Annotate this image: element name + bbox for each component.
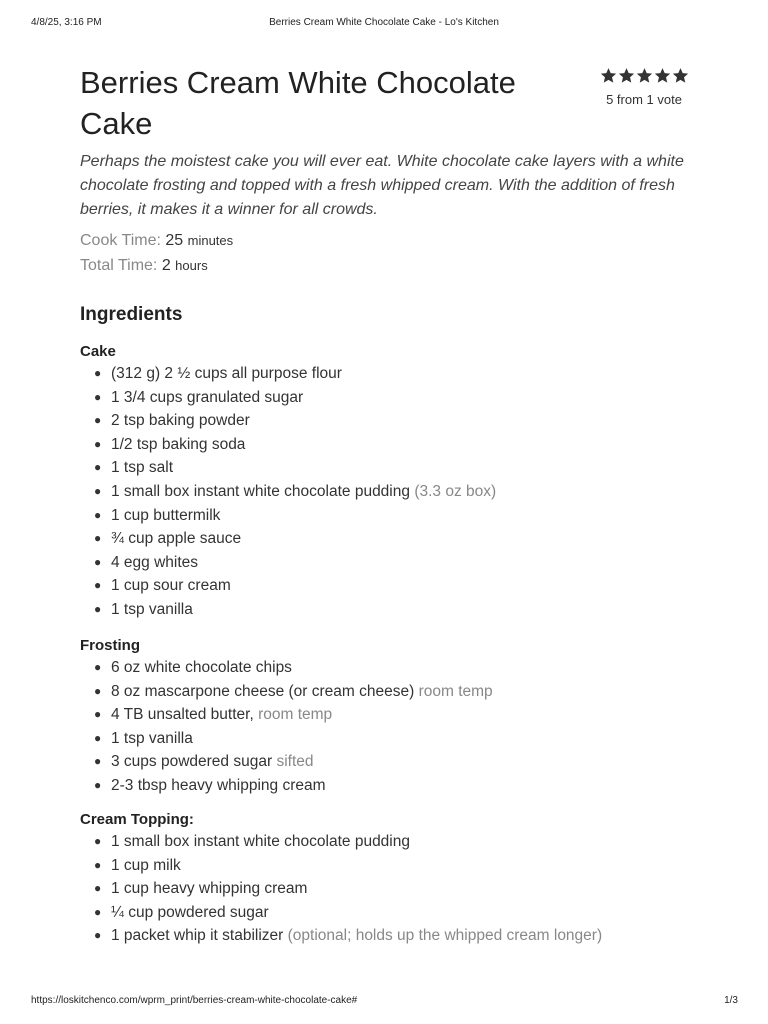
bullet-icon: ● [94, 904, 102, 919]
ingredient-text: 1 small box instant white chocolate pudding [111, 833, 410, 850]
ingredient-text: 4 TB unsalted butter, [111, 706, 254, 724]
ingredient-text: 2 tsp baking powder [111, 412, 250, 430]
ingredient-item [80, 409, 496, 433]
ingredient-text: 1 tsp salt [111, 459, 174, 477]
star-icon[interactable] [618, 67, 635, 84]
recipe-title: Berries Cream White Chocolate Cake [80, 65, 516, 141]
cook-time-label: Cook Time: [80, 232, 161, 249]
total-time-unit: hours [175, 258, 208, 273]
ingredient-text: 1 cup heavy whipping cream [111, 880, 308, 898]
bullet-icon: ● [94, 881, 102, 896]
print-url: https://loskitchenco.com/wprm_print/berries-cream-white-chocolate-cake# [31, 995, 358, 1006]
rating-text: 5 from 1 vote [606, 92, 682, 107]
bullet-icon: ● [94, 707, 102, 722]
ingredient-text: 1 tsp vanilla [111, 729, 193, 747]
total-time-value: 2 [161, 257, 171, 274]
ingredient-note: (optional; holds up the whipped cream longer) [287, 927, 603, 945]
ingredient-text: 1 cup milk [111, 856, 181, 874]
bullet-icon: ● [94, 777, 102, 792]
bullet-icon: ● [94, 601, 102, 616]
bullet-icon: ● [94, 531, 102, 546]
ingredient-note: sifted [276, 753, 314, 771]
ingredient-text: 3 cups powdered sugar [111, 753, 273, 771]
ingredient-item [80, 703, 493, 727]
ingredient-item [80, 656, 493, 680]
ingredient-item [80, 504, 496, 528]
ingredient-list [80, 656, 493, 798]
ingredient-item [80, 774, 493, 798]
ingredient-text: 1/2 tsp baking soda [111, 435, 246, 453]
ingredient-item [80, 901, 602, 925]
ingredient-note: room temp [258, 706, 333, 724]
ingredient-text: 2-3 tbsp heavy whipping cream [111, 776, 326, 794]
ingredient-item [80, 433, 496, 457]
bullet-icon: ● [94, 483, 102, 498]
star-icon[interactable] [654, 67, 671, 84]
ingredient-text: 1 3/4 cups granulated sugar [111, 388, 304, 406]
ingredient-text: 1 cup sour cream [111, 577, 231, 595]
print-header [0, 17, 768, 31]
ingredient-item [80, 527, 496, 551]
ingredient-item [80, 456, 496, 480]
ingredient-group-name: Cream Topping: [80, 811, 194, 828]
bullet-icon: ● [94, 834, 102, 848]
cook-time-unit: minutes [187, 233, 234, 248]
ingredient-text: 4 egg whites [111, 553, 199, 571]
star-icon[interactable] [600, 67, 617, 84]
cook-time-value: 25 [165, 232, 184, 249]
bullet-icon: ● [94, 460, 102, 475]
bullet-icon: ● [94, 366, 102, 380]
recipe-times [80, 229, 233, 279]
bullet-icon: ● [94, 928, 102, 943]
recipe-rating [596, 67, 692, 107]
print-page-title: Berries Cream White Chocolate Cake - Lo's Kitchen [269, 17, 499, 28]
ingredient-item [80, 598, 496, 622]
ingredient-item [80, 680, 493, 704]
ingredient-item [80, 830, 602, 854]
page-number: 1/3 [724, 995, 738, 1006]
ingredient-text: 1 cup buttermilk [111, 506, 221, 524]
bullet-icon: ● [94, 754, 102, 769]
bullet-icon: ● [94, 413, 102, 428]
total-time-label: Total Time: [80, 257, 158, 274]
rating-stars [596, 67, 692, 89]
cook-time [80, 229, 233, 254]
bullet-icon: ● [94, 578, 102, 593]
ingredient-text: 8 oz mascarpone cheese (or cream cheese) [111, 682, 415, 700]
star-icon[interactable] [636, 67, 653, 84]
ingredient-item [80, 854, 602, 878]
ingredient-text: 6 oz white chocolate chips [111, 659, 292, 676]
ingredient-item [80, 877, 602, 901]
star-icon[interactable] [672, 67, 689, 84]
ingredient-text: 1 packet whip it stabilizer [111, 927, 284, 945]
ingredient-group-name: Cake [80, 343, 116, 360]
print-footer [0, 995, 768, 1009]
ingredient-text: (312 g) 2 ½ cups all purpose flour [111, 365, 342, 382]
ingredients-heading: Ingredients [80, 304, 183, 325]
bullet-icon: ● [94, 389, 102, 404]
bullet-icon: ● [94, 857, 102, 872]
ingredient-item [80, 727, 493, 751]
ingredient-group-name: Frosting [80, 637, 140, 654]
ingredient-text: ¾ cup apple sauce [111, 530, 242, 548]
ingredient-item [80, 386, 496, 410]
ingredient-item [80, 750, 493, 774]
bullet-icon: ● [94, 507, 102, 522]
ingredient-text: 1 small box instant white chocolate pudding [111, 482, 410, 500]
ingredient-list [80, 830, 602, 948]
ingredient-item [80, 574, 496, 598]
bullet-icon: ● [94, 683, 102, 698]
ingredient-note: room temp [418, 682, 493, 700]
total-time [80, 254, 233, 279]
ingredient-list [80, 362, 496, 622]
ingredient-text: 1 tsp vanilla [111, 600, 193, 618]
ingredient-item [80, 924, 602, 948]
ingredient-item [80, 362, 496, 386]
bullet-icon: ● [94, 436, 102, 451]
ingredient-group-cream-topping [80, 810, 602, 948]
print-date: 4/8/25, 3:16 PM [31, 17, 102, 28]
ingredient-group-frosting [80, 636, 493, 798]
recipe-summary: Perhaps the moistest cake you will ever eat. White chocolate cake layers with a white chocolate frosting and topped with a fresh whipped cream. With the addition of fresh berries, it makes it a winner for all crowds. [80, 153, 684, 218]
ingredient-text: ¼ cup powdered sugar [111, 903, 269, 921]
bullet-icon: ● [94, 554, 102, 569]
ingredient-item [80, 551, 496, 575]
ingredient-note: (3.3 oz box) [414, 482, 497, 500]
bullet-icon: ● [94, 730, 102, 745]
bullet-icon: ● [94, 660, 102, 674]
ingredient-group-cake [80, 342, 496, 622]
ingredient-item [80, 480, 496, 504]
